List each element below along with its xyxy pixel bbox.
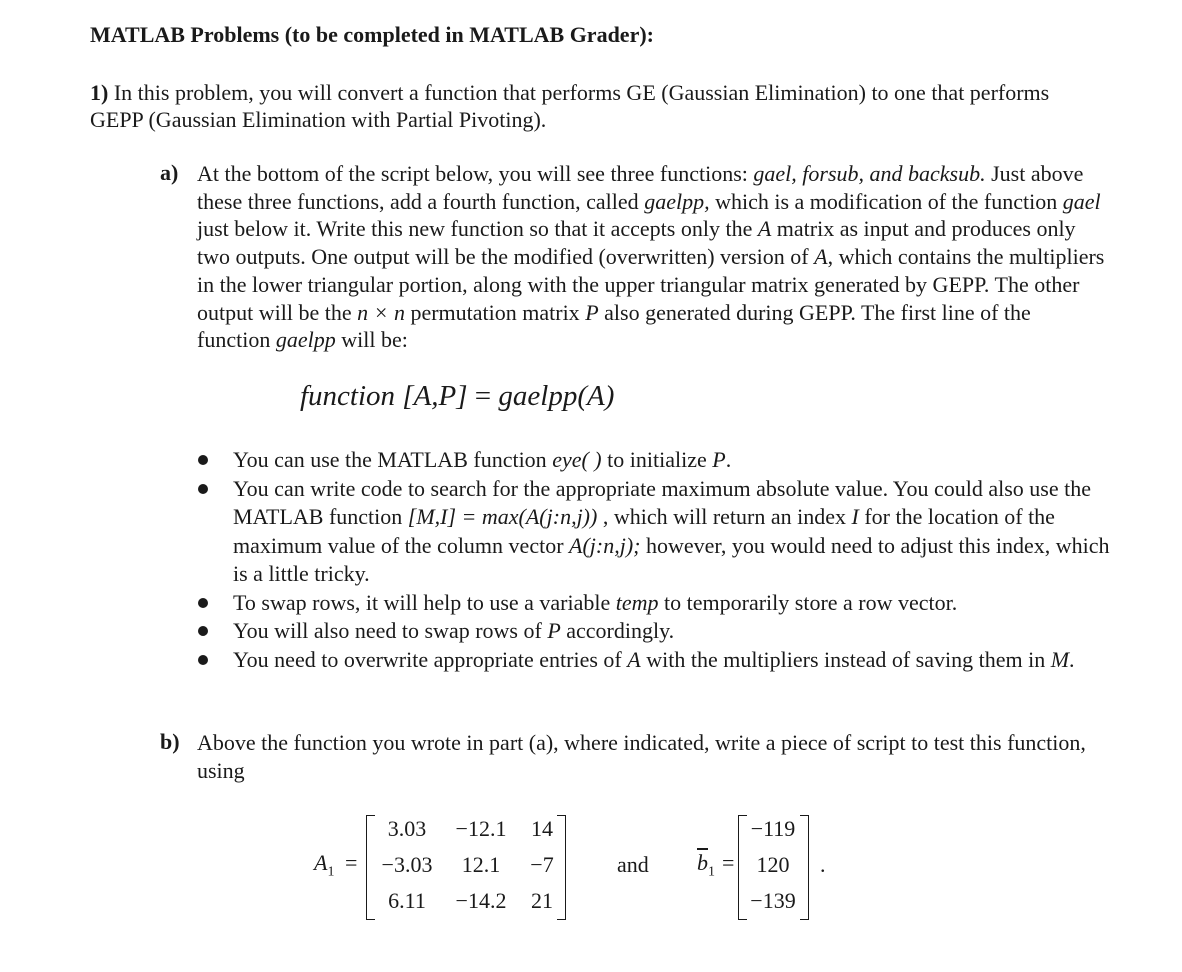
part-a-t3-italic: gael bbox=[1062, 188, 1101, 214]
part-a-t7-italic: P bbox=[585, 299, 599, 325]
bullet-icon bbox=[198, 598, 208, 608]
hint-3-post: to temporarily store a row vector. bbox=[658, 589, 958, 615]
part-a-text bbox=[197, 160, 1107, 354]
bullet-icon bbox=[198, 484, 208, 494]
vector-b-cell: −119 bbox=[750, 816, 796, 841]
part-a-t4-italic: A bbox=[757, 216, 772, 242]
matrix-a-cell: 12.1 bbox=[461, 852, 501, 877]
hint-2-code2: A(j:n,j); bbox=[569, 532, 641, 558]
hint-5-mid: with the multipliers instead of saving them in bbox=[640, 646, 1051, 672]
bullet-icon bbox=[198, 455, 208, 465]
problem-1-statement bbox=[90, 79, 1090, 133]
equation-period: . bbox=[820, 852, 826, 877]
hint-4-var: P bbox=[547, 618, 561, 643]
vector-b-cell: −139 bbox=[750, 888, 796, 913]
function-signature-equals: = bbox=[467, 380, 499, 412]
matrix-a-cell: 21 bbox=[531, 888, 553, 913]
hint-item bbox=[195, 446, 1110, 475]
matrix-a-cell: −7 bbox=[530, 852, 554, 877]
hint-5-var2: M bbox=[1050, 646, 1070, 672]
matrix-a-cell: −12.1 bbox=[455, 816, 507, 841]
vector-b-label bbox=[697, 850, 715, 880]
hint-2-mid: , which will return an index bbox=[597, 504, 852, 529]
hint-item bbox=[195, 646, 1110, 675]
part-a-t8-italic: gaelpp bbox=[275, 327, 336, 353]
matrix-a-cell: −14.2 bbox=[455, 888, 507, 913]
part-a-t8: also generated during GEPP. The first line of the function bbox=[197, 299, 1031, 353]
problem-1-number: 1) bbox=[90, 80, 109, 105]
function-signature-rhs: gaelpp(A) bbox=[498, 380, 615, 412]
part-a-t5: matrix as input and produces only two outputs. One output will be the modified (overwritten) version of bbox=[197, 216, 1076, 270]
hint-item bbox=[195, 617, 1110, 646]
hint-1-pre: You can use the MATLAB function bbox=[233, 447, 553, 472]
part-a-t7: permutation matrix bbox=[404, 299, 586, 325]
vector-b-subscript: 1 bbox=[708, 864, 715, 880]
matrix-a-equals: = bbox=[345, 850, 358, 875]
vector-b-equals: = bbox=[722, 850, 735, 875]
hint-3-pre: To swap rows, it will help to use a variable bbox=[233, 589, 616, 615]
part-a-t2-italic: gaelpp, bbox=[644, 188, 710, 214]
vector-b-cell: 120 bbox=[756, 852, 790, 877]
hint-1-mid: to initialize bbox=[601, 447, 713, 472]
bullet-icon bbox=[198, 626, 208, 636]
matrix-a-cell: −3.03 bbox=[381, 852, 433, 877]
matrix-a-label bbox=[314, 850, 334, 880]
hint-1-var: P bbox=[712, 447, 726, 472]
part-a-label: a) bbox=[160, 160, 179, 185]
part-a-t5-italic: A bbox=[814, 244, 828, 270]
part-a-t6-italic: n × n bbox=[357, 299, 405, 325]
hint-list bbox=[195, 446, 1110, 674]
matrix-a-cell: 14 bbox=[531, 816, 553, 841]
conjunction-and: and bbox=[617, 852, 649, 877]
hint-item bbox=[195, 589, 1110, 618]
hint-2-var: I bbox=[851, 504, 859, 529]
hint-4-post: accordingly. bbox=[560, 618, 675, 643]
part-a-t3: which is a modification of the function bbox=[709, 188, 1063, 214]
part-a-t6: , which contains the multipliers in the lower triangular portion, along with the upper triangular matrix generated by GEPP. The other output will be the bbox=[197, 244, 1105, 325]
problem-1-text: In this problem, you will convert a function that performs GE (Gaussian Elimination) to one that performs GEPP (Gaussian Elimination with Partial Pivoting). bbox=[90, 80, 1050, 132]
matrix-a-cell: 6.11 bbox=[388, 888, 426, 913]
hint-5-pre: You need to overwrite appropriate entries of bbox=[233, 646, 628, 672]
hint-1-post: . bbox=[725, 447, 732, 472]
vector-b-name: $\overline{b}$ bbox=[697, 850, 708, 875]
matrix-a-name: A bbox=[314, 850, 328, 875]
part-a-t2: Just above these three functions, add a fourth function, called bbox=[197, 161, 1084, 214]
hint-2-pre: You can write code to search for the appropriate maximum absolute value. You could also use the MATLAB function bbox=[233, 475, 1091, 529]
function-signature-lhs: function [A,P] bbox=[300, 380, 468, 412]
part-b-label: b) bbox=[160, 729, 180, 754]
part-a-t1: At the bottom of the script below, you will see three functions: bbox=[197, 161, 754, 186]
part-a-t1-italic: gael, forsub, and backsub. bbox=[753, 161, 986, 186]
hint-2-code: [M,I] = max(A(j:n,j)) bbox=[407, 504, 598, 529]
hint-item bbox=[195, 475, 1110, 589]
function-signature bbox=[300, 380, 614, 413]
part-a-t4: just below it. Write this new function so that it accepts only the bbox=[197, 216, 758, 242]
hint-2-mid2: for the location of the maximum value of the column vector bbox=[233, 504, 1055, 558]
hint-5-var: A bbox=[627, 646, 641, 672]
hint-3-var: temp bbox=[615, 589, 659, 615]
page-heading: MATLAB Problems (to be completed in MATLAB Grader): bbox=[90, 22, 654, 47]
matrix-a-cell: 3.03 bbox=[387, 816, 427, 841]
hint-4-pre: You will also need to swap rows of bbox=[233, 618, 548, 643]
hint-2-post: however, you would need to adjust this index, which is a little tricky. bbox=[233, 532, 1110, 586]
hint-5-post: . bbox=[1069, 646, 1075, 672]
part-a-t9: will be: bbox=[335, 327, 408, 353]
bullet-icon bbox=[198, 655, 208, 665]
hint-1-code: eye( ) bbox=[552, 447, 602, 472]
part-b-text: Above the function you wrote in part (a), where indicated, write a piece of script to test this function, using bbox=[197, 730, 1086, 783]
matrix-a-subscript: 1 bbox=[327, 864, 335, 880]
